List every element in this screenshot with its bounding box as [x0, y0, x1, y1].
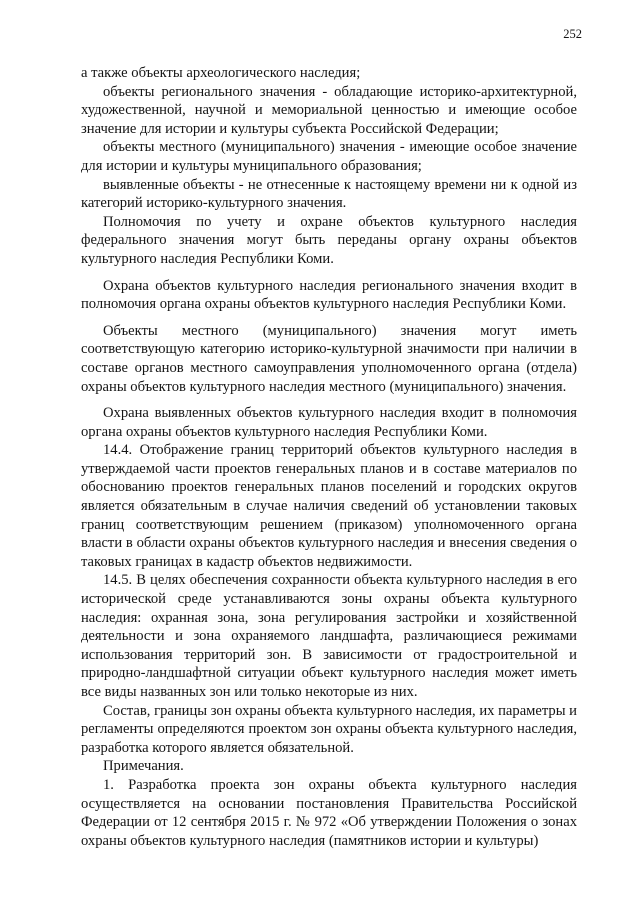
paragraph-section-14-5: 14.5. В целях обеспечения сохранности объекта культурного наследия в его исторической среде устанавливаются зоны охраны объекта культурного наследия: охранная зона, зона регулирования застройки и хозяйственной деятельности и зона охраняемого ландшафта, различающиеся режимами использования территорий зон. В зависимости от градостроительной и природно-ландшафтной ситуации объект культурного наследия может иметь все виды названных зон или только некоторые из них. [81, 572, 577, 700]
document-body [81, 64, 577, 850]
paragraph-local-significance: Объекты местного (муниципального) значения могут иметь соответствующую категорию историко-культурной значимости при наличии в составе органов местного самоуправления уполномоченного органа (отдела) охраны объектов культурного наследия местного (муниципального) значения. [81, 322, 577, 395]
paragraph-regional-objects: объекты регионального значения - обладающие историко-архитектурной, художественной, научной и мемориальной ценностью и имеющие особое значение для истории и культуры субъекта Российской Федерации; [81, 83, 577, 137]
paragraph-identified-protection: Охрана выявленных объектов культурного наследия входит в полномочия органа охраны объектов культурного наследия Республики Коми. [81, 405, 577, 440]
paragraph-archaeological: а также объекты археологического наследия; [81, 65, 361, 81]
paragraph-section-14-4: 14.4. Отображение границ территорий объектов культурного наследия в утверждаемой части проектов генеральных планов и в составе материалов по обоснованию проектов генеральных планов поселений и городских округов является обязательным в случае наличия сведений об установлении таковых границ соответствующим решением (приказом) уполномоченного органа власти в области охраны объектов культурного наследия и внесения сведения о таковых границах в кадастр объектов недвижимости. [81, 442, 577, 570]
notes-heading: Примечания. [103, 758, 184, 775]
paragraph-protection-zones: Состав, границы зон охраны объекта культурного наследия, их параметры и регламенты определяются проектом зон охраны объекта культурного наследия, разработка которого является обязательной. [81, 702, 577, 756]
paragraph-regional-protection: Охрана объектов культурного наследия регионального значения входит в полномочия органа охраны объектов культурного наследия Республики Коми. [81, 277, 577, 313]
paragraph-federal-powers: Полномочия по учету и охране объектов культурного наследия федерального значения могут быть переданы органу охраны объектов культурного наследия Республики Коми. [81, 213, 577, 267]
paragraph-local-objects: объекты местного (муниципального) значения - имеющие особое значение для истории и культуры муниципального образования; [81, 139, 577, 174]
note-1: 1. Разработка проекта зон охраны объекта культурного наследия осуществляется на основании постановления Правительства Российской Федерации от 12 сентября 2015 г. № 972 «Об утверждении Положения о зонах охраны объектов культурного наследия (памятников истории и культуры) [81, 776, 577, 849]
page-number: 252 [563, 27, 582, 41]
paragraph-identified-objects: выявленные объекты - не отнесенные к настоящему времени ни к одной из категорий историко-культурного значения. [81, 176, 577, 212]
